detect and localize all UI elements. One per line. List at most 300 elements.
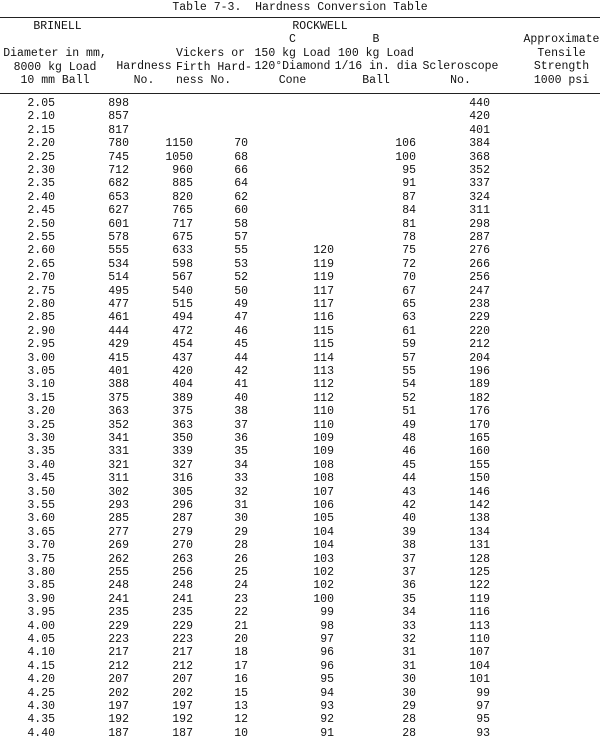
header-scleroscope (422, 60, 499, 87)
scleroscope-cell: 32 (402, 633, 416, 646)
diameter-cell: 2.55 (27, 231, 55, 244)
diameter-cell: 3.50 (27, 485, 55, 499)
scleroscope-cell: 81 (402, 217, 416, 231)
rockwell-c-cell: 30 (234, 512, 248, 526)
tensile-cell: 150 (469, 472, 490, 486)
hardness-cell: 229 (108, 619, 129, 633)
vickers-cell: 279 (172, 525, 193, 539)
diameter-cell: 2.50 (27, 217, 55, 231)
hardness-cell: 601 (108, 217, 129, 231)
rockwell-b-cell: 117 (313, 284, 334, 298)
vickers-cell: 1050 (165, 150, 193, 164)
vickers-cell: 187 (172, 726, 193, 740)
diameter-cell: 3.10 (27, 378, 55, 392)
table-row (0, 151, 600, 165)
rockwell-c-cell: 45 (234, 338, 248, 352)
hardness-cell: 578 (108, 231, 129, 244)
rockwell-c-cell: 68 (234, 150, 248, 164)
table-row (0, 191, 600, 205)
scleroscope-cell: 84 (402, 204, 416, 218)
vickers-cell: 212 (172, 659, 193, 673)
tensile-cell: 196 (469, 365, 490, 378)
header-line: Firth Hard- (176, 60, 252, 74)
tensile-cell: 142 (469, 499, 490, 512)
rockwell-b-cell: 112 (313, 391, 334, 405)
rockwell-c-cell: 52 (234, 271, 248, 285)
diameter-cell: 4.05 (27, 633, 55, 646)
diameter-cell: 4.40 (27, 726, 55, 740)
diameter-cell: 3.20 (27, 405, 55, 419)
rockwell-c-cell: 62 (234, 190, 248, 204)
scleroscope-cell: 72 (402, 257, 416, 271)
table-row (0, 606, 600, 620)
scleroscope-cell: 51 (402, 405, 416, 419)
hardness-cell: 429 (108, 338, 129, 352)
tensile-cell: 104 (469, 659, 490, 673)
table-row (0, 177, 600, 191)
hardness-cell: 514 (108, 271, 129, 285)
rockwell-b-cell: 102 (313, 579, 334, 593)
hardness-cell: 277 (108, 525, 129, 539)
tensile-cell: 99 (476, 686, 490, 700)
table-row (0, 285, 600, 299)
header-line: ness No. (176, 74, 232, 87)
scleroscope-cell: 95 (402, 164, 416, 177)
tensile-cell: 170 (469, 418, 490, 432)
rockwell-c-cell: 33 (234, 472, 248, 486)
scleroscope-cell: 52 (402, 391, 416, 405)
hardness-cell: 311 (108, 472, 129, 486)
table-row (0, 459, 600, 473)
rockwell-c-cell: 37 (234, 418, 248, 432)
diameter-cell: 3.95 (27, 606, 55, 620)
rockwell-b-cell: 98 (320, 619, 334, 633)
diameter-cell: 3.35 (27, 445, 55, 459)
hardness-cell: 401 (108, 365, 129, 378)
scleroscope-cell: 59 (402, 338, 416, 352)
rockwell-c-cell: 49 (234, 298, 248, 311)
rockwell-c-cell: 22 (234, 606, 248, 620)
diameter-cell: 2.35 (27, 177, 55, 191)
table-title: Table 7-3. Hardness Conversion Table (172, 1, 428, 14)
rockwell-b-cell: 96 (320, 659, 334, 673)
scleroscope-cell: 70 (402, 271, 416, 285)
table-row (0, 419, 600, 433)
hardness-cell: 248 (108, 579, 129, 593)
hardness-cell: 444 (108, 324, 129, 338)
vickers-cell: 223 (172, 633, 193, 646)
header-line: Diameter in mm, (3, 47, 107, 60)
table-row (0, 486, 600, 500)
tensile-cell: 101 (469, 673, 490, 687)
table-row (0, 378, 600, 392)
scleroscope-cell: 42 (402, 499, 416, 512)
rockwell-c-cell: 29 (234, 525, 248, 539)
hardness-cell: 352 (108, 418, 129, 432)
hardness-cell: 255 (108, 566, 129, 579)
hardness-cell: 415 (108, 351, 129, 365)
diameter-cell: 3.25 (27, 418, 55, 432)
hardness-cell: 653 (108, 190, 129, 204)
tensile-cell: 160 (469, 445, 490, 459)
diameter-cell: 3.70 (27, 539, 55, 553)
hardness-cell: 321 (108, 458, 129, 472)
tensile-cell: 229 (469, 311, 490, 325)
diameter-cell: 2.15 (27, 123, 55, 137)
table-row (0, 526, 600, 540)
header-line: Ball (362, 73, 390, 87)
table-row (0, 553, 600, 567)
diameter-cell: 3.15 (27, 391, 55, 405)
vickers-cell: 316 (172, 472, 193, 486)
header-line: Tensile (537, 46, 586, 60)
hardness-cell: 207 (108, 673, 129, 687)
rockwell-c-cell: 25 (234, 566, 248, 579)
tensile-cell: 97 (476, 700, 490, 713)
diameter-cell: 2.90 (27, 324, 55, 338)
tensile-cell: 401 (469, 123, 490, 137)
vickers-cell: 494 (172, 311, 193, 325)
rockwell-c-cell: 70 (234, 137, 248, 151)
vickers-cell: 248 (172, 579, 193, 593)
tensile-cell: 204 (469, 351, 490, 365)
rockwell-c-cell: 55 (234, 244, 248, 258)
rockwell-b-cell: 116 (313, 311, 334, 325)
vickers-cell: 404 (172, 378, 193, 392)
tensile-cell: 131 (469, 539, 490, 553)
vickers-cell: 217 (172, 646, 193, 660)
rockwell-b-cell: 120 (313, 244, 334, 258)
table-row (0, 405, 600, 419)
rockwell-c-cell: 36 (234, 432, 248, 445)
rockwell-c-cell: 34 (234, 458, 248, 472)
tensile-cell: 256 (469, 271, 490, 285)
header-line: 150 kg Load (254, 46, 331, 60)
vickers-cell: 515 (172, 298, 193, 311)
scleroscope-cell: 38 (402, 539, 416, 553)
scleroscope-cell: 61 (402, 324, 416, 338)
tensile-cell: 324 (469, 190, 490, 204)
vickers-cell: 633 (172, 244, 193, 258)
hardness-cell: 745 (108, 150, 129, 164)
table-row (0, 660, 600, 674)
hardness-cell: 212 (108, 659, 129, 673)
scleroscope-cell: 46 (402, 445, 416, 459)
rockwell-c-cell: 57 (234, 231, 248, 244)
diameter-cell: 3.80 (27, 566, 55, 579)
rockwell-b-cell: 102 (313, 566, 334, 579)
hardness-cell: 285 (108, 512, 129, 526)
rockwell-b-cell: 94 (320, 686, 334, 700)
rockwell-c-cell: 28 (234, 539, 248, 553)
vickers-cell: 207 (172, 673, 193, 687)
vickers-cell: 327 (172, 458, 193, 472)
diameter-cell: 2.25 (27, 150, 55, 164)
rockwell-b-cell: 95 (320, 673, 334, 687)
diameter-cell: 2.80 (27, 298, 55, 311)
header-line: Strength (533, 60, 590, 73)
table-row (0, 700, 600, 714)
tensile-cell: 165 (469, 432, 490, 445)
header-line: 1000 psi (533, 73, 590, 87)
scleroscope-cell: 29 (402, 700, 416, 713)
vickers-cell: 598 (172, 257, 193, 271)
table-row (0, 244, 600, 258)
diameter-cell: 4.30 (27, 700, 55, 713)
scleroscope-cell: 91 (402, 177, 416, 191)
diameter-cell: 3.65 (27, 525, 55, 539)
header-line: 100 kg Load (338, 46, 414, 60)
group-rockwell: ROCKWELL (292, 20, 348, 33)
hardness-cell: 197 (108, 700, 129, 713)
rockwell-b-cell: 107 (313, 485, 334, 499)
tensile-cell: 119 (469, 592, 490, 606)
vickers-cell: 287 (172, 512, 193, 526)
diameter-cell: 2.45 (27, 204, 55, 218)
table-row (0, 499, 600, 513)
table-row (0, 298, 600, 312)
vickers-cell: 454 (172, 338, 193, 352)
scleroscope-cell: 44 (402, 472, 416, 486)
rockwell-b-cell: 91 (320, 726, 334, 740)
table-row (0, 164, 600, 178)
vickers-cell: 437 (172, 351, 193, 365)
tensile-cell: 138 (469, 512, 490, 526)
table-row (0, 445, 600, 459)
tensile-cell: 352 (469, 164, 490, 177)
rockwell-c-cell: 64 (234, 177, 248, 191)
tensile-cell: 95 (476, 713, 490, 727)
vickers-cell: 197 (172, 700, 193, 713)
table-row (0, 620, 600, 634)
table-row (0, 137, 600, 151)
tensile-cell: 122 (469, 579, 490, 593)
tensile-cell: 155 (469, 458, 490, 472)
diameter-cell: 3.45 (27, 472, 55, 486)
vickers-cell: 350 (172, 432, 193, 445)
vickers-cell: 960 (172, 164, 193, 177)
scleroscope-cell: 75 (402, 244, 416, 258)
scleroscope-cell: 43 (402, 485, 416, 499)
hardness-cell: 780 (108, 137, 129, 151)
hardness-cell: 269 (108, 539, 129, 553)
scleroscope-cell: 35 (402, 592, 416, 606)
rockwell-b-cell: 113 (313, 365, 334, 378)
rockwell-c-cell: 13 (234, 700, 248, 713)
hardness-cell: 555 (108, 244, 129, 258)
rockwell-b-cell: 100 (313, 592, 334, 606)
table-row (0, 231, 600, 245)
hardness-cell: 262 (108, 552, 129, 566)
scleroscope-cell: 30 (402, 686, 416, 700)
tensile-cell: 220 (469, 324, 490, 338)
rockwell-b-cell: 104 (313, 539, 334, 553)
table-row (0, 311, 600, 325)
rockwell-c-cell: 20 (234, 633, 248, 646)
tensile-cell: 110 (469, 633, 490, 646)
tensile-cell: 182 (469, 391, 490, 405)
rockwell-c-cell: 66 (234, 164, 248, 177)
vickers-cell: 229 (172, 619, 193, 633)
diameter-cell: 3.85 (27, 579, 55, 593)
tensile-cell: 107 (469, 646, 490, 660)
scleroscope-cell: 28 (402, 713, 416, 727)
tensile-cell: 189 (469, 378, 490, 392)
header-line: No. (133, 73, 155, 87)
table-row (0, 593, 600, 607)
scleroscope-cell: 65 (402, 298, 416, 311)
tensile-cell: 212 (469, 338, 490, 352)
header-line: Scleroscope (422, 60, 499, 73)
diameter-cell: 3.05 (27, 365, 55, 378)
vickers-cell: 717 (172, 217, 193, 231)
table-row (0, 713, 600, 727)
diameter-cell: 2.10 (27, 110, 55, 124)
scleroscope-cell: 57 (402, 351, 416, 365)
vickers-cell: 202 (172, 686, 193, 700)
table-row (0, 271, 600, 285)
scleroscope-cell: 31 (402, 659, 416, 673)
header-line: B (372, 33, 380, 46)
table-row (0, 392, 600, 406)
header-line: 10 mm Ball (20, 74, 90, 87)
rockwell-c-cell: 10 (234, 726, 248, 740)
vickers-cell: 765 (172, 204, 193, 218)
rockwell-b-cell: 109 (313, 445, 334, 459)
rockwell-b-cell: 108 (313, 458, 334, 472)
tensile-cell: 125 (469, 566, 490, 579)
tensile-cell: 238 (469, 298, 490, 311)
vickers-cell: 820 (172, 190, 193, 204)
hardness-cell: 495 (108, 284, 129, 298)
rockwell-c-cell: 40 (234, 391, 248, 405)
vickers-cell: 389 (172, 391, 193, 405)
rockwell-b-cell: 104 (313, 525, 334, 539)
tensile-cell: 337 (469, 177, 490, 191)
scleroscope-cell: 36 (402, 579, 416, 593)
header-rockwell-b (334, 33, 418, 87)
tensile-cell: 116 (469, 606, 490, 620)
rockwell-c-cell: 58 (234, 217, 248, 231)
table-row (0, 432, 600, 446)
scleroscope-cell: 28 (402, 726, 416, 740)
vickers-cell: 235 (172, 606, 193, 620)
header-line: No. (450, 73, 471, 87)
rockwell-c-cell: 44 (234, 351, 248, 365)
rockwell-c-cell: 12 (234, 713, 248, 727)
scleroscope-cell: 55 (402, 365, 416, 378)
rockwell-c-cell: 16 (234, 673, 248, 687)
header-line: Cone (278, 73, 307, 87)
rockwell-c-cell: 42 (234, 365, 248, 378)
vickers-cell: 305 (172, 485, 193, 499)
scleroscope-cell: 100 (395, 150, 416, 164)
table-row (0, 365, 600, 379)
rockwell-b-cell: 99 (320, 606, 334, 620)
diameter-cell: 4.20 (27, 673, 55, 687)
table-row (0, 124, 600, 138)
scleroscope-cell: 78 (402, 231, 416, 244)
scleroscope-cell: 37 (402, 552, 416, 566)
scleroscope-cell: 33 (402, 619, 416, 633)
diameter-cell: 2.70 (27, 271, 55, 285)
vickers-cell: 296 (172, 499, 193, 512)
header-line: Approximate (523, 33, 600, 46)
vickers-cell: 675 (172, 231, 193, 244)
header-diameter (0, 47, 110, 88)
header-rockwell-c (254, 33, 331, 87)
tensile-cell: 311 (469, 204, 490, 218)
hardness-cell: 461 (108, 311, 129, 325)
rockwell-b-cell: 103 (313, 552, 334, 566)
diameter-cell: 3.00 (27, 351, 55, 365)
header-rule (0, 93, 600, 94)
vickers-cell: 567 (172, 271, 193, 285)
vickers-cell: 256 (172, 566, 193, 579)
hardness-cell: 363 (108, 405, 129, 419)
scleroscope-cell: 54 (402, 378, 416, 392)
table-row (0, 218, 600, 232)
diameter-cell: 3.75 (27, 552, 55, 566)
rockwell-b-cell: 105 (313, 512, 334, 526)
header-line: 1/16 in. dia (334, 60, 418, 73)
rockwell-c-cell: 23 (234, 592, 248, 606)
rockwell-c-cell: 24 (234, 579, 248, 593)
table-row (0, 512, 600, 526)
rockwell-c-cell: 15 (234, 686, 248, 700)
scleroscope-cell: 34 (402, 606, 416, 620)
rockwell-c-cell: 53 (234, 257, 248, 271)
rockwell-c-cell: 35 (234, 445, 248, 459)
hardness-cell: 375 (108, 391, 129, 405)
rockwell-b-cell: 115 (313, 338, 334, 352)
table-row (0, 673, 600, 687)
hardness-cell: 241 (108, 592, 129, 606)
header-hardness (116, 60, 172, 87)
tensile-cell: 128 (469, 552, 490, 566)
hardness-cell: 217 (108, 646, 129, 660)
scleroscope-cell: 40 (402, 512, 416, 526)
tensile-cell: 420 (469, 110, 490, 124)
hardness-cell: 817 (108, 123, 129, 137)
scleroscope-cell: 63 (402, 311, 416, 325)
rockwell-b-cell: 119 (313, 271, 334, 285)
hardness-cell: 682 (108, 177, 129, 191)
scleroscope-cell: 49 (402, 418, 416, 432)
scleroscope-cell: 48 (402, 432, 416, 445)
scleroscope-cell: 39 (402, 525, 416, 539)
diameter-cell: 4.25 (27, 686, 55, 700)
rockwell-b-cell: 92 (320, 713, 334, 727)
hardness-cell: 534 (108, 257, 129, 271)
rockwell-c-cell: 31 (234, 499, 248, 512)
rockwell-b-cell: 96 (320, 646, 334, 660)
table-row (0, 646, 600, 660)
rockwell-c-cell: 60 (234, 204, 248, 218)
hardness-cell: 302 (108, 485, 129, 499)
group-brinell: BRINELL (33, 20, 82, 33)
header-line: 120°Diamond (254, 60, 331, 73)
hardness-cell: 898 (108, 97, 129, 110)
rockwell-b-cell: 114 (313, 351, 334, 365)
diameter-cell: 3.40 (27, 458, 55, 472)
diameter-cell: 2.05 (27, 97, 55, 110)
rockwell-c-cell: 32 (234, 485, 248, 499)
diameter-cell: 4.35 (27, 713, 55, 727)
scleroscope-cell: 45 (402, 458, 416, 472)
vickers-cell: 472 (172, 324, 193, 338)
vickers-cell: 420 (172, 365, 193, 378)
